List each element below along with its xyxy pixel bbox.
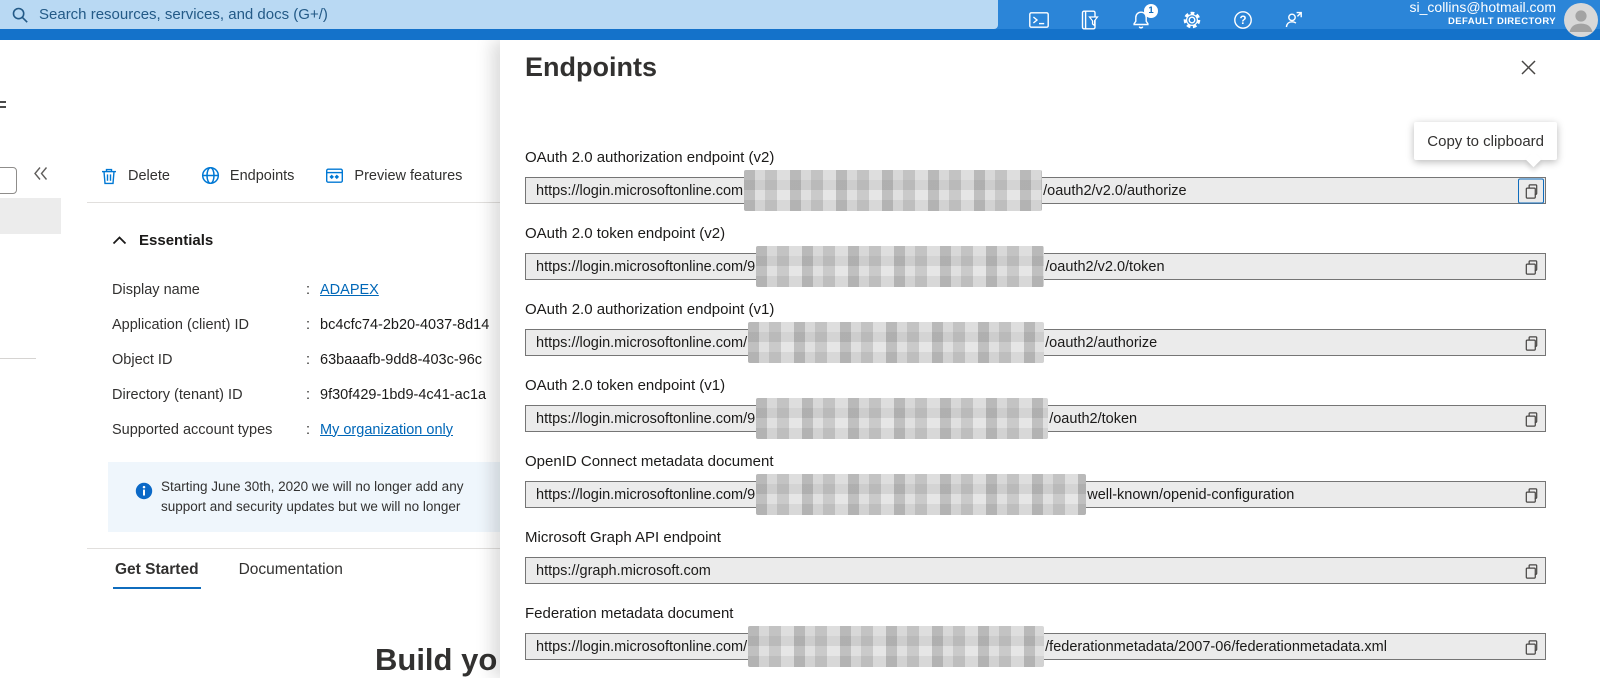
collapse-menu-button[interactable]	[31, 166, 49, 182]
feedback-icon[interactable]	[1283, 9, 1305, 31]
redacted-blur	[748, 626, 1044, 667]
endpoint-field: OAuth 2.0 authorization endpoint (v2) https://login.microsoftonline.com /oauth2/v2.0/authorize	[525, 148, 1546, 204]
redacted-blur	[756, 246, 1044, 287]
sparkle-window-icon	[324, 165, 345, 186]
endpoint-url-input[interactable]: https://login.microsoftonline.com/ /oauth2/authorize	[525, 329, 1546, 356]
search-icon	[11, 6, 29, 24]
endpoints-label: Endpoints	[229, 167, 295, 184]
copy-tooltip: Copy to clipboard	[1414, 122, 1557, 160]
top-header	[0, 0, 1600, 40]
display-name-link[interactable]: ADAPEX	[320, 281, 379, 298]
copy-icon[interactable]	[1518, 558, 1544, 583]
endpoint-field: OpenID Connect metadata document https://login.microsoftonline.com/9 well-known/openid-configuration	[525, 452, 1546, 508]
directory-name: DEFAULT DIRECTORY	[1448, 16, 1556, 27]
essentials-row: Object ID : 63baaafb-9dd8-403c-96c	[112, 351, 483, 368]
endpoint-url-input[interactable]: https://login.microsoftonline.com /oauth2/v2.0/authorize	[525, 177, 1546, 204]
user-email: si_collins@hotmail.com	[1409, 0, 1556, 15]
endpoint-url-input[interactable]: https://login.microsoftonline.com/9 /oauth2/token	[525, 405, 1546, 432]
menu-search-input-fragment[interactable]	[0, 167, 17, 194]
endpoint-field: OAuth 2.0 authorization endpoint (v1) https://login.microsoftonline.com/ /oauth2/authorize	[525, 300, 1546, 356]
endpoint-field: OAuth 2.0 token endpoint (v1) https://login.microsoftonline.com/9 /oauth2/token	[525, 376, 1546, 432]
notifications-bell-icon[interactable]	[1130, 5, 1154, 31]
object-id: 63baaafb-9dd8-403c-96c	[320, 351, 483, 368]
help-icon[interactable]	[1232, 9, 1254, 31]
redacted-blur	[756, 474, 1086, 515]
essentials-row: Supported account types : My organization only	[112, 421, 453, 438]
cloud-shell-icon[interactable]	[1028, 9, 1050, 31]
build-heading-clipped: Build yo	[375, 642, 498, 677]
globe-icon	[200, 165, 221, 186]
redacted-blur	[748, 322, 1044, 363]
clipped-text-fragment	[0, 101, 6, 108]
endpoint-url-input[interactable]: https://login.microsoftonline.com/9 well-known/openid-configuration	[525, 481, 1546, 508]
copy-icon[interactable]	[1518, 178, 1544, 203]
close-icon[interactable]	[1518, 59, 1538, 79]
tab-documentation[interactable]: Documentation	[237, 561, 345, 589]
delete-label: Delete	[128, 167, 170, 184]
endpoints-panel	[500, 40, 1600, 678]
selected-menu-item-fragment[interactable]	[0, 198, 61, 234]
preview-features-button[interactable]	[324, 165, 462, 186]
endpoint-field: Microsoft Graph API endpoint https://graph.microsoft.com	[525, 528, 1546, 584]
endpoint-url-input[interactable]: https://login.microsoftonline.com/ /federationmetadata/2007-06/federationmetadata.xml	[525, 633, 1546, 660]
endpoint-url-input[interactable]: https://login.microsoftonline.com/9 /oauth2/v2.0/token	[525, 253, 1546, 280]
svg-text:?: ?	[1239, 15, 1247, 28]
copy-icon[interactable]	[1518, 482, 1544, 507]
endpoint-url-input[interactable]: https://graph.microsoft.com	[525, 557, 1546, 584]
copy-icon[interactable]	[1518, 406, 1544, 431]
copy-icon[interactable]	[1518, 634, 1544, 659]
settings-gear-icon[interactable]	[1181, 9, 1203, 31]
double-chevron-left-icon	[32, 166, 49, 181]
info-icon	[135, 482, 153, 500]
endpoint-field: OAuth 2.0 token endpoint (v2) https://login.microsoftonline.com/9 /oauth2/v2.0/token	[525, 224, 1546, 280]
chevron-up-icon	[112, 236, 127, 245]
global-search-input[interactable]	[0, 0, 998, 29]
tab-get-started[interactable]: Get Started	[113, 561, 201, 589]
command-bar	[99, 165, 462, 186]
header-icon-row	[1028, 0, 1305, 40]
account-info[interactable]	[1410, 0, 1556, 28]
preview-features-label: Preview features	[354, 167, 463, 184]
delete-button[interactable]	[99, 166, 170, 186]
directories-filter-icon[interactable]	[1079, 9, 1101, 31]
info-banner	[108, 462, 538, 532]
endpoints-button[interactable]	[200, 165, 295, 186]
essentials-toggle[interactable]	[112, 232, 213, 249]
essentials-row: Application (client) ID : bc4cfc74-2b20-4037-8d14	[112, 316, 490, 333]
essentials-row: Display name : ADAPEX	[112, 281, 379, 298]
essentials-row: Directory (tenant) ID : 9f30f429-1bd9-4c41-ac1a	[112, 386, 487, 403]
supported-account-types-link[interactable]: My organization only	[320, 421, 453, 438]
menu-divider	[0, 358, 36, 359]
copy-icon[interactable]	[1518, 254, 1544, 279]
endpoint-field: Federation metadata document https://login.microsoftonline.com/ /federationmetadata/2007-06/federationmetadata.xml	[525, 604, 1546, 660]
trash-icon	[99, 166, 119, 186]
person-silhouette-icon	[1564, 3, 1598, 37]
search-placeholder: Search resources, services, and docs (G+/)	[39, 6, 328, 23]
panel-title: Endpoints	[525, 52, 657, 82]
directory-tenant-id: 9f30f429-1bd9-4c41-ac1a	[320, 386, 487, 403]
redacted-blur	[744, 170, 1042, 211]
banner-text: Starting June 30th, 2020 we will no longer add any support and security updates but we will no longer	[161, 479, 464, 514]
notification-badge: 1	[1144, 4, 1158, 18]
tab-bar	[113, 561, 345, 589]
essentials-title: Essentials	[139, 232, 214, 249]
application-client-id: bc4cfc74-2b20-4037-8d14	[320, 316, 490, 333]
copy-icon[interactable]	[1518, 330, 1544, 355]
avatar[interactable]	[1564, 3, 1598, 37]
redacted-blur	[756, 398, 1048, 439]
